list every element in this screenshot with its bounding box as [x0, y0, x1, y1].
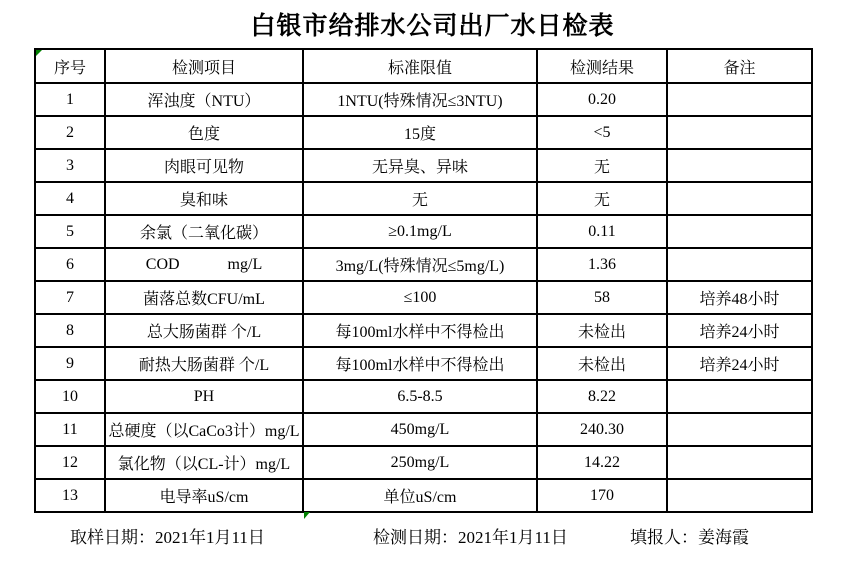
cell-item: 氯化物（以CL-计）mg/L [105, 446, 303, 479]
cell-item: 电导率uS/cm [105, 479, 303, 512]
table-row [35, 413, 812, 446]
table-row [35, 182, 812, 215]
cell-item: 总大肠菌群 个/L [105, 314, 303, 347]
table-row [35, 149, 812, 182]
table-row [35, 479, 812, 512]
cell-standard: 3mg/L(特殊情况≤5mg/L) [303, 248, 537, 281]
table-row [35, 281, 812, 314]
cell-note [667, 182, 812, 215]
cell-standard: 每100ml水样中不得检出 [303, 314, 537, 347]
table-row [35, 248, 812, 281]
sample-date-label: 取样日期： [70, 528, 155, 547]
cell-note [667, 83, 812, 116]
cell-item: COD mg/L [105, 248, 303, 281]
cell-result: <5 [537, 116, 667, 149]
cell-note [667, 380, 812, 413]
cell-result: 0.11 [537, 215, 667, 248]
header-row [35, 49, 812, 83]
cell-no: 1 [35, 83, 105, 116]
cell-note [667, 479, 812, 512]
test-date-value: 2021年1月11日 [458, 528, 568, 547]
column-header-standard: 标准限值 [303, 49, 537, 83]
reporter-label: 填报人： [630, 528, 698, 547]
sample-date-value: 2021年1月11日 [155, 528, 265, 547]
reporter-name: 姜海霞 [698, 528, 749, 547]
cell-no: 9 [35, 347, 105, 380]
table-row [35, 314, 812, 347]
cell-result: 170 [537, 479, 667, 512]
cell-note [667, 413, 812, 446]
cell-result: 8.22 [537, 380, 667, 413]
cell-result: 无 [537, 149, 667, 182]
cell-no: 7 [35, 281, 105, 314]
table-row [35, 116, 812, 149]
cell-standard: 无 [303, 182, 537, 215]
table-row [35, 83, 812, 116]
column-header-note: 备注 [667, 49, 812, 83]
table-row [35, 215, 812, 248]
inspection-table [34, 48, 813, 513]
cell-note [667, 149, 812, 182]
test-date-label: 检测日期： [373, 528, 458, 547]
cell-item: 耐热大肠菌群 个/L [105, 347, 303, 380]
cell-result: 1.36 [537, 248, 667, 281]
reporter [630, 523, 749, 548]
test-date [373, 523, 568, 548]
cell-result: 0.20 [537, 83, 667, 116]
cell-no: 5 [35, 215, 105, 248]
cell-result: 240.30 [537, 413, 667, 446]
cell-item: 肉眼可见物 [105, 149, 303, 182]
cell-item: 臭和味 [105, 182, 303, 215]
cell-no: 10 [35, 380, 105, 413]
cell-result: 14.22 [537, 446, 667, 479]
table-row [35, 347, 812, 380]
cell-standard: 1NTU(特殊情况≤3NTU) [303, 83, 537, 116]
cell-item: 色度 [105, 116, 303, 149]
cell-standard: ≤100 [303, 281, 537, 314]
table-row [35, 446, 812, 479]
excel-corner-marker-icon [304, 512, 310, 519]
cell-standard: 450mg/L [303, 413, 537, 446]
cell-standard: 单位uS/cm [303, 479, 537, 512]
cell-standard: ≥0.1mg/L [303, 215, 537, 248]
cell-note: 培养24小时 [667, 347, 812, 380]
cell-note [667, 248, 812, 281]
column-header-result: 检测结果 [537, 49, 667, 83]
cell-standard: 15度 [303, 116, 537, 149]
cell-standard: 无异臭、异味 [303, 149, 537, 182]
cell-note [667, 215, 812, 248]
cell-result: 未检出 [537, 347, 667, 380]
cell-note: 培养24小时 [667, 314, 812, 347]
cell-item: PH [105, 380, 303, 413]
cell-no: 2 [35, 116, 105, 149]
cell-item: 菌落总数CFU/mL [105, 281, 303, 314]
column-header-item: 检测项目 [105, 49, 303, 83]
cell-item: 余氯（二氧化碳） [105, 215, 303, 248]
cell-standard: 250mg/L [303, 446, 537, 479]
cell-result: 58 [537, 281, 667, 314]
cell-standard: 6.5-8.5 [303, 380, 537, 413]
cell-no: 3 [35, 149, 105, 182]
sample-date [70, 523, 265, 548]
cell-item: 浑浊度（NTU） [105, 83, 303, 116]
cell-result: 无 [537, 182, 667, 215]
cell-standard: 每100ml水样中不得检出 [303, 347, 537, 380]
cell-no: 12 [35, 446, 105, 479]
table-row [35, 380, 812, 413]
cell-no: 8 [35, 314, 105, 347]
cell-result: 未检出 [537, 314, 667, 347]
page-title: 白银市给排水公司出厂水日检表 [250, 12, 615, 40]
cell-no: 13 [35, 479, 105, 512]
cell-note [667, 446, 812, 479]
cell-note [667, 116, 812, 149]
column-header-no: 序号 [35, 49, 105, 83]
cell-no: 11 [35, 413, 105, 446]
cell-no: 4 [35, 182, 105, 215]
cell-item: 总硬度（以CaCo3计）mg/L [105, 413, 303, 446]
cell-no: 6 [35, 248, 105, 281]
cell-note: 培养48小时 [667, 281, 812, 314]
